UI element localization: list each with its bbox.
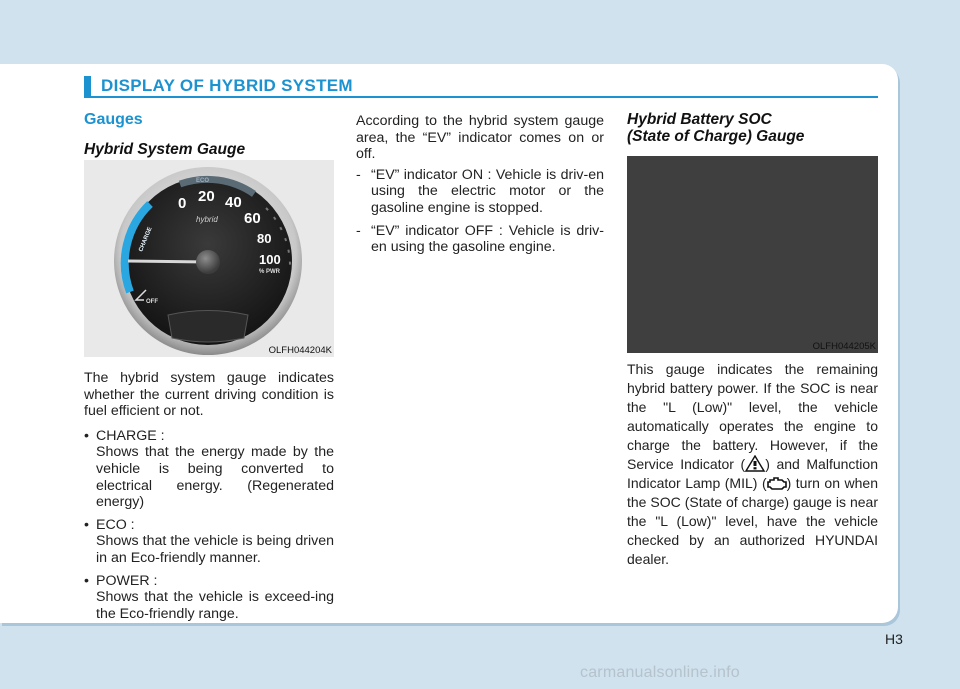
engine-check-icon [767, 476, 787, 491]
soc-text-part: ) and Malfunction Indicator Lamp (MIL) ( [627, 456, 878, 491]
soc-text-part: This gauge indicates the remaining hybrid battery power. If the SOC is near the "L (Low)" level, the vehicle automatically operates the engine to charge the battery. However, if the Service Indicator ( [627, 361, 878, 472]
tick-label: 60 [244, 210, 261, 227]
eco-zone-label: ECO [196, 178, 210, 184]
ev-on-description: “EV” indicator ON : Vehicle is driv-en using the electric motor or the gasoline engine is stopped. [371, 166, 604, 216]
bullet-description: Shows that the vehicle is exceed-ing the Eco-friendly range. [96, 589, 334, 622]
list-item [84, 573, 334, 590]
off-zone-label: OFF [146, 299, 158, 305]
watermark: carmanualsonline.info [580, 664, 740, 681]
charge-zone-label: CHARGE [138, 226, 154, 253]
soc-gauge-heading-line1: Hybrid Battery SOC [627, 111, 772, 128]
gauge-lower-panel [168, 311, 248, 343]
ev-off-description: “EV” indicator OFF : Vehicle is driv-en using the gasoline engine. [371, 222, 604, 256]
soc-description-paragraph [627, 360, 878, 569]
list-item [356, 223, 604, 256]
section-rule [84, 96, 878, 98]
bullet-dot: • [84, 572, 89, 589]
list-item [84, 517, 334, 534]
left-body [84, 370, 334, 622]
left-column [84, 112, 334, 158]
ev-intro-paragraph: According to the hybrid system gauge area, the “EV” indicator comes on or off. [356, 113, 604, 163]
soc-gauge-figure [627, 156, 878, 353]
right-column [627, 111, 878, 145]
gauges-heading: Gauges [84, 111, 143, 128]
gauge-hub [196, 250, 220, 274]
gauge-unit-label: % PWR [259, 269, 280, 275]
section-accent-bar [84, 76, 91, 96]
middle-column [356, 113, 604, 256]
figure-code: OLFH044204K [268, 345, 332, 356]
gauge-brand-label: hybrid [196, 215, 218, 224]
list-item [356, 167, 604, 217]
dash-marker: - [356, 222, 361, 239]
hybrid-gauge-figure [84, 160, 334, 357]
soc-text-part: ) turn on when the SOC (State of charge) gauge is near the "L (Low)" level, have the vehicle checked by an authorized HYUNDAI dealer. [627, 475, 878, 567]
section-title: DISPLAY OF HYBRID SYSTEM [101, 76, 353, 95]
soc-gauge-heading-line2: (State of Charge) Gauge [627, 128, 805, 145]
bullet-dot: • [84, 427, 89, 444]
bullet-description: Shows that the vehicle is being driven in an Eco-friendly manner. [96, 533, 334, 566]
hybrid-system-gauge-heading: Hybrid System Gauge [84, 140, 246, 158]
gauge-intro-paragraph: The hybrid system gauge indicates whether the current driving condition is fuel efficient or not. [84, 370, 334, 420]
bullet-dot: • [84, 516, 89, 533]
bullet-term: ECO : [96, 516, 135, 533]
tick-label: 80 [257, 231, 272, 246]
page-number: H3 [885, 631, 903, 647]
section-header [84, 76, 353, 96]
bullet-term: CHARGE : [96, 427, 165, 444]
gauge-needle [128, 261, 208, 262]
figure-code: OLFH044205K [812, 341, 876, 352]
hybrid-gauge-illustration [84, 160, 334, 357]
tick-label: 0 [178, 195, 187, 212]
tick-label: 20 [198, 188, 215, 205]
bullet-term: POWER : [96, 572, 158, 589]
tick-label: 40 [225, 194, 242, 211]
bullet-description: Shows that the energy made by the vehicle is being converted to electrical energy. (Regenerated energy) [96, 444, 334, 511]
service-indicator-icon [745, 455, 765, 472]
tick-label: 100 [259, 252, 281, 267]
right-body [627, 360, 878, 569]
dash-marker: - [356, 166, 361, 183]
list-item [84, 428, 334, 445]
